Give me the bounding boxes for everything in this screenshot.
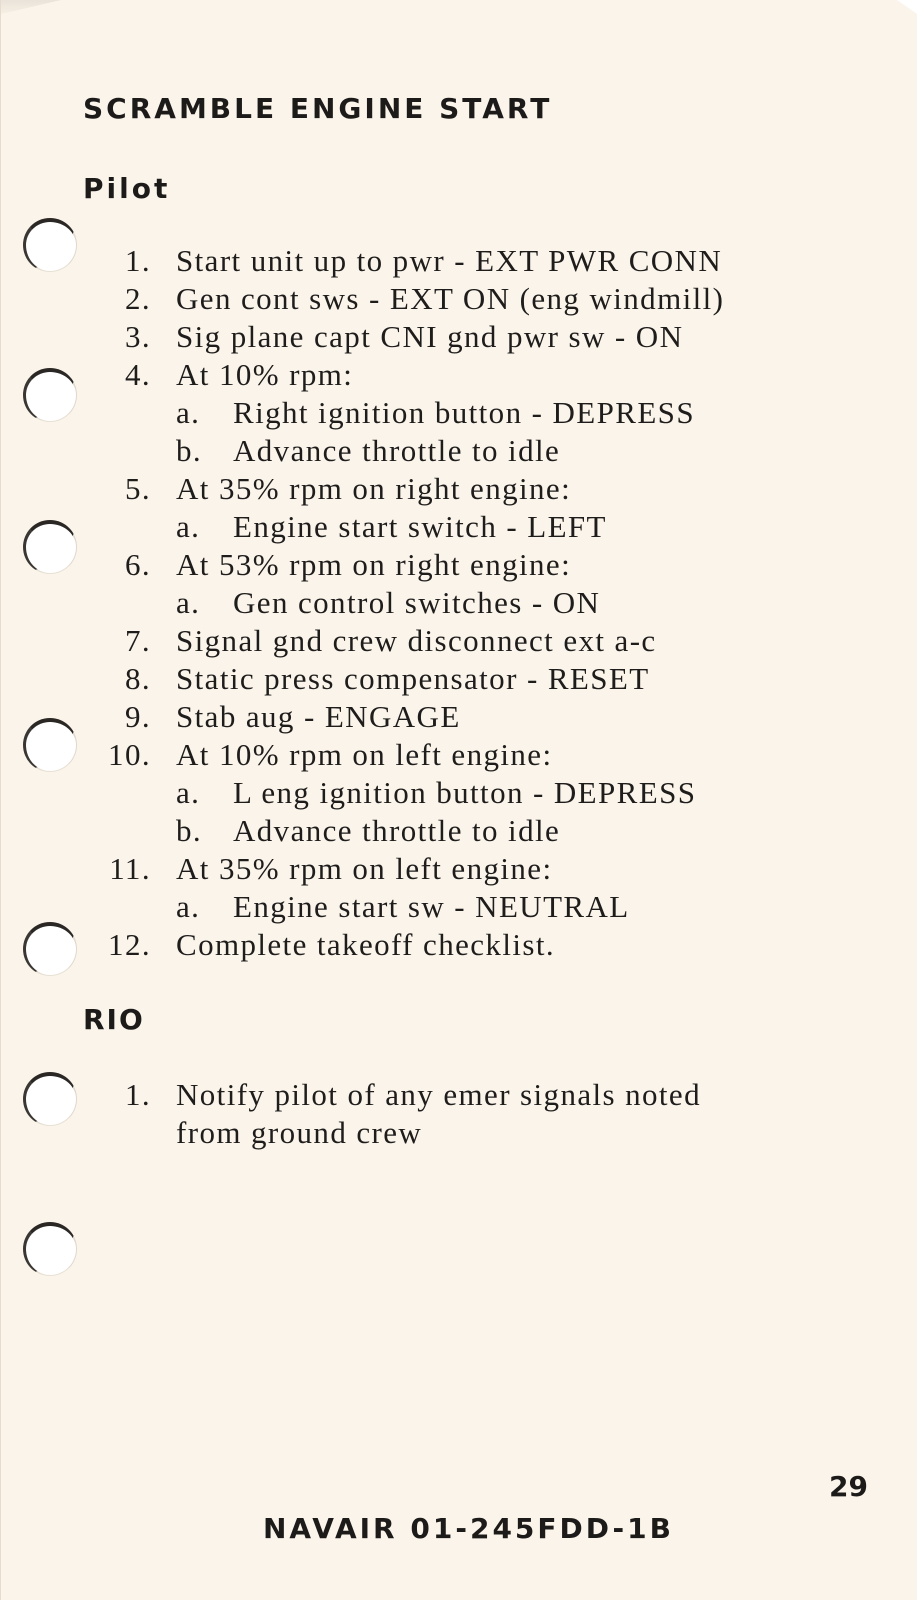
step-text: At 53% rpm on right engine: [176, 547, 572, 582]
checklist-step [1, 850, 917, 888]
page-title: SCRAMBLE ENGINE START [83, 92, 553, 125]
substep-text: Advance throttle to idle [233, 433, 561, 468]
step-text: At 35% rpm on left engine: [176, 851, 553, 886]
step-number: 4. [124, 357, 151, 392]
step-number: 8. [124, 661, 151, 696]
step-number: 6. [124, 547, 151, 582]
checklist-step [1, 926, 917, 964]
step-text: Signal gnd crew disconnect ext a-c [176, 623, 657, 658]
checklist-step [1, 736, 917, 774]
step-number: 5. [124, 471, 151, 506]
checklist-step [1, 1076, 917, 1114]
substep-text: Right ignition button - DEPRESS [233, 395, 695, 430]
step-text: Sig plane capt CNI gnd pwr sw - ON [176, 319, 684, 354]
step-text: Start unit up to pwr - EXT PWR CONN [176, 243, 723, 278]
step-text: At 10% rpm on left engine: [176, 737, 553, 772]
step-number: 1. [124, 1077, 151, 1112]
checklist-substep [1, 508, 917, 546]
checklist-step [1, 356, 917, 394]
checklist-substep [1, 888, 917, 926]
step-number: 10. [108, 737, 151, 772]
page-number: 29 [829, 1470, 868, 1503]
checklist-step [1, 242, 917, 280]
section-heading-rio: RIO [83, 1003, 145, 1036]
step-text-continuation: from ground crew [176, 1115, 423, 1150]
substep-text: Engine start sw - NEUTRAL [233, 889, 630, 924]
substep-letter: a. [176, 775, 201, 810]
step-text: Complete takeoff checklist. [176, 927, 555, 962]
step-number: 2. [124, 281, 151, 316]
binder-hole [23, 1222, 77, 1276]
checklist-step [1, 318, 917, 356]
substep-letter: b. [176, 813, 203, 848]
step-text: At 35% rpm on right engine: [176, 471, 572, 506]
checklist-step [1, 470, 917, 508]
checklist-substep [1, 432, 917, 470]
checklist-step [1, 622, 917, 660]
pilot-checklist [1, 242, 917, 964]
page-corner-shadow [1, 0, 61, 14]
step-number: 3. [124, 319, 151, 354]
checklist-step [1, 660, 917, 698]
step-text: Gen cont sws - EXT ON (eng windmill) [176, 281, 725, 316]
section-heading-pilot: Pilot [83, 172, 171, 205]
substep-text: Advance throttle to idle [233, 813, 561, 848]
checklist-substep [1, 394, 917, 432]
checklist-substep [1, 584, 917, 622]
step-text: Static press compensator - RESET [176, 661, 650, 696]
substep-letter: a. [176, 585, 201, 620]
substep-text: Gen control switches - ON [233, 585, 601, 620]
step-number: 9. [124, 699, 151, 734]
checklist-substep [1, 774, 917, 812]
step-number: 1. [124, 243, 151, 278]
substep-text: Engine start switch - LEFT [233, 509, 607, 544]
checklist-step [1, 698, 917, 736]
rio-checklist [1, 1076, 917, 1152]
publication-id: NAVAIR 01-245FDD-1B [263, 1512, 674, 1545]
step-number: 12. [108, 927, 151, 962]
checklist-step [1, 280, 917, 318]
page-corner-cut [897, 0, 917, 14]
substep-letter: b. [176, 433, 203, 468]
checklist-substep [1, 812, 917, 850]
substep-letter: a. [176, 395, 201, 430]
substep-letter: a. [176, 889, 201, 924]
step-number: 11. [109, 851, 151, 886]
substep-letter: a. [176, 509, 201, 544]
checklist-step-continuation [1, 1114, 917, 1152]
step-number: 7. [124, 623, 151, 658]
step-text: At 10% rpm: [176, 357, 354, 392]
substep-text: L eng ignition button - DEPRESS [233, 775, 697, 810]
step-text: Stab aug - ENGAGE [176, 699, 461, 734]
step-text: Notify pilot of any emer signals noted [176, 1077, 701, 1112]
checklist-step [1, 546, 917, 584]
